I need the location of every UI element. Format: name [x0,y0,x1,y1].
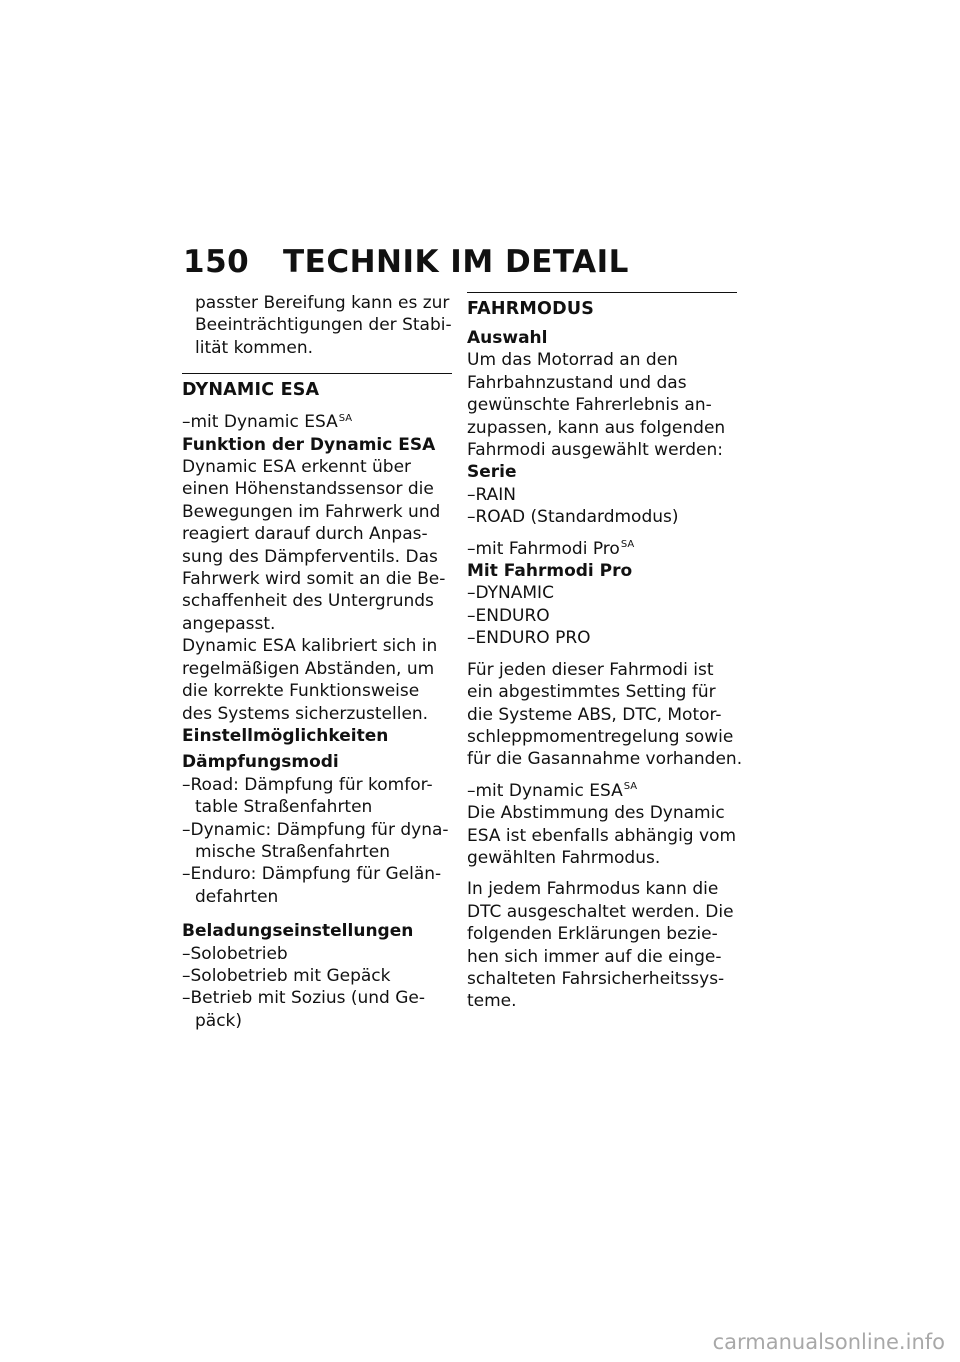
left-column [182,292,452,1032]
text-line: gewünschte Fahrerlebnis an- [467,395,712,416]
text-line: Fahrwerk wird somit an die Be- [182,569,446,590]
function-paragraph [182,456,452,635]
list-item [182,987,452,1032]
option-dynamic-esa [182,411,452,433]
right-column [467,292,743,1013]
page-number: 150 [183,244,250,280]
text-line: des Systems sicherzustellen. [182,703,429,724]
text-line: Beeinträchtigungen der Stabi- [195,315,452,336]
text-line: –Road: Dämpfung für komfor- [182,774,433,795]
list-item: –DYNAMIC [467,583,554,604]
text-line: für die Gasannahme vorhanden. [467,749,743,770]
option-label: –mit Dynamic ESA [182,412,338,433]
sa-marker: SA [620,539,635,550]
pro-list [467,582,737,649]
esa-paragraph [467,802,737,869]
section-rule [182,373,452,374]
sa-marker: SA [623,781,638,793]
damping-list [182,774,452,908]
option-fahrmodi-pro [467,538,737,560]
text-line: mische Straßenfahrten [195,841,390,862]
text-line: defahrten [195,886,279,907]
text-line: Dynamic ESA erkennt über [182,457,412,478]
list-item: –RAIN [467,484,516,505]
text-line: ein abgestimmtes Setting für [467,682,716,703]
text-line: schalteten Fahrsicherheitssys- [467,968,725,989]
list-item: –ENDURO PRO [467,628,591,649]
heading-function: Funktion der Dynamic ESA [182,434,436,455]
calibration-paragraph [182,635,452,725]
load-list [182,943,452,1033]
text-line: schleppmomentregelung sowie [467,726,734,747]
text-line: zupassen, kann aus folgenden [467,417,726,438]
text-line: Fahrbahnzustand und das [467,372,687,393]
text-line: Fahrmodi ausgewählt werden: [467,440,723,461]
text-line: Für jeden dieser Fahrmodi ist [467,659,714,680]
page-header [183,244,743,280]
option-label: –mit Fahrmodi Pro [467,538,620,559]
selection-paragraph [467,349,737,461]
text-line: In jedem Fahrmodus kann die [467,879,719,900]
text-line: Die Abstimmung des Dynamic [467,803,725,824]
text-line: –Betrieb mit Sozius (und Ge- [182,988,426,1009]
option-dynamic-esa [467,780,737,802]
heading-damping-modes: Dämpfungsmodi [182,752,339,773]
text-line: teme. [467,991,517,1012]
section-rule [467,292,737,293]
text-line: päck) [195,1010,243,1031]
list-item [182,863,452,908]
option-label: –mit Dynamic ESA [467,780,623,801]
text-line: Dynamic ESA kalibriert sich in [182,636,438,657]
text-line: folgenden Erklärungen bezie- [467,924,718,945]
heading-with-pro: Mit Fahrmodi Pro [467,561,633,582]
list-item [182,819,452,864]
text-line: die korrekte Funktionsweise [182,681,420,702]
heading-series: Serie [467,462,517,483]
text-line: schaffenheit des Untergrunds [182,591,434,612]
text-line: –Dynamic: Dämpfung für dyna- [182,819,449,840]
setting-paragraph [467,659,743,771]
text-line: Bewegungen im Fahrwerk und [182,501,441,522]
text-line: regelmäßigen Abständen, um [182,658,435,679]
intro-paragraph [182,292,452,359]
section-title-dynamic-esa: DYNAMIC ESA [182,380,320,401]
dtc-paragraph [467,878,737,1012]
text-line: die Systeme ABS, DTC, Motor- [467,704,722,725]
text-line: DTC ausgeschaltet werden. Die [467,901,734,922]
text-line: –Enduro: Dämpfung für Gelän- [182,864,442,885]
text-line: hen sich immer auf die einge- [467,946,722,967]
text-line: gewählten Fahrmodus. [467,847,661,868]
text-line: angepasst. [182,613,276,634]
text-line: einen Höhenstandssensor die [182,479,434,500]
watermark: carmanualsonline.info [712,1330,945,1354]
chapter-title: TECHNIK IM DETAIL [283,244,629,280]
section-title-fahrmodus: FAHRMODUS [467,299,595,319]
heading-selection: Auswahl [467,328,548,348]
heading-load-settings: Beladungseinstellungen [182,921,414,942]
text-line: lität kommen. [195,337,313,358]
sa-marker: SA [338,412,353,424]
text-line: reagiert darauf durch Anpas- [182,524,428,545]
list-item [182,774,452,819]
series-list [467,484,737,529]
list-item [182,943,452,965]
text-line: sung des Dämpferventils. Das [182,546,438,567]
heading-settings: Einstellmöglichkeiten [182,725,389,746]
list-item: –ROAD (Standardmodus) [467,507,679,528]
text-line: table Straßenfahrten [195,797,373,818]
text-line: –Solobetrieb mit Gepäck [182,965,391,986]
text-line: Um das Motorrad an den [467,350,678,371]
text-line: passter Bereifung kann es zur [195,293,450,313]
list-item [182,965,452,987]
text-line: ESA ist ebenfalls abhängig vom [467,825,737,846]
list-item: –ENDURO [467,605,550,626]
text-line: –Solobetrieb [182,943,288,964]
